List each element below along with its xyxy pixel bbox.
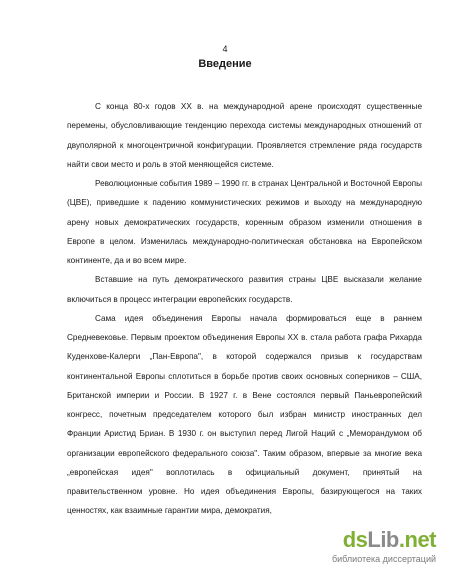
paragraph: Вставшие на путь демократического развития страны ЦВЕ высказали желание включиться в процесс интеграции европейских государств. [67, 275, 422, 304]
paragraph: С конца 80-х годов XX в. на международной арене происходят существенные перемены, обусловливающие тенденцию перехода системы международных отношений от двуполярной к многоцентричной конфигурации. Проявляется стремление ряда государств найти свои место и роль в этой меняющейся системе. [67, 102, 422, 169]
page-number: 4 [222, 44, 228, 54]
logo-lib-text: Lib [367, 527, 399, 552]
watermark-subtitle: библиотека диссертаций [331, 554, 436, 564]
page-title: Введение [198, 58, 252, 70]
logo-dot-text: . [398, 527, 405, 552]
paragraph: Революционные события 1989 – 1990 гг. в странах Центральной и Восточной Европы (ЦВЕ), приведшие к падению коммунистических режимов и выходу на международную арену новых демократических государств, коренным образом изменили отношения в Европе в целом. Изменилась международно-политическая обстановка на Европейском континенте, да и во всем мире. [67, 179, 422, 265]
logo-net-text: net [404, 527, 436, 552]
document-body [67, 97, 422, 521]
paragraph: Сама идея объединения Европы начала формироваться еще в раннем Средневековье. Первым проектом объединения Европы XX в. стала работа графа Рихарда Куденхове-Калерги „Пан-Европа", в которой содержался призыв к государствам континентальной Европы сплотиться в борьбе против своих основных соперников – США, Британской империи и России. В 1927 г. в Вене состоялся первый Паньевропейский конгресс, почетным председателем которого был избран министр иностранных дел Франции Аристид Бриан. В 1930 г. он выступил перед Лигой Наций с „Меморандумом об организации европейского федерального союза". Таким образом, впервые за многие века „европейская идея" воплотилась в официальный документ, принятый на правительственном уровне. Но идея объединения Европы, базирующегося на таких ценностях, как взаимные гарантии мира, демократия, [67, 313, 422, 516]
dslib-logo [343, 528, 436, 552]
logo-ds-text: ds [342, 527, 368, 552]
dslib-watermark[interactable] [308, 528, 436, 570]
